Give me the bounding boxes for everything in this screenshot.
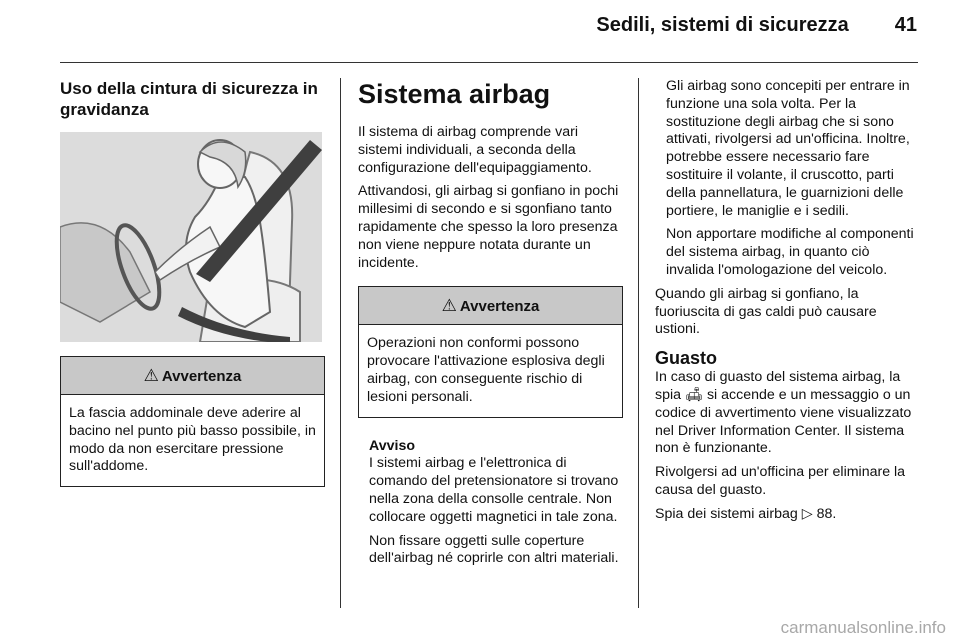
- paragraph: Attivandosi, gli airbag si gonfiano in pochi millesimi di secondo e si sgonfiano tanto rapidamente che spesso la loro presenza non viene neppure notata durante un incidente.: [358, 183, 619, 271]
- warning-header: [61, 357, 324, 395]
- pregnancy-heading: Uso della cintura di sicurezza in gravidanza: [60, 79, 318, 119]
- watermark: carmanualsonline.info: [780, 618, 946, 637]
- warning-text: La fascia addominale deve aderire al bacino nel punto più basso possibile, in modo da non esercitare pressione sull'addome.: [69, 405, 316, 475]
- column-divider-2: [638, 78, 639, 608]
- paragraph: Il sistema di airbag comprende vari sistemi individuali, a seconda della configurazione dell'equipaggiamento.: [358, 124, 592, 176]
- paragraph: Non apportare modifiche al componenti del sistema airbag, in quanto ciò invalida l'omologazione del veicolo.: [666, 226, 914, 278]
- note-paragraph: I sistemi airbag e l'elettronica di comando del pretensionatore si trovano nella zona della consolle centrale. Non collocare oggetti magnetici in tale zona.: [369, 455, 619, 525]
- header-divider: [60, 62, 918, 63]
- fault-paragraph-2: Rivolgersi ad un'officina per eliminare la causa del guasto.: [655, 464, 906, 498]
- fault-title: Guasto: [655, 348, 718, 369]
- airbag-warning-icon: 🛋: [684, 386, 703, 403]
- header-title: Sedili, sistemi di sicurezza: [596, 14, 849, 36]
- warning-box-left: [60, 356, 325, 487]
- right-column: [655, 78, 920, 530]
- pregnant-driver-illustration: [60, 132, 322, 342]
- warning-title: Avvertenza: [459, 298, 540, 316]
- warning-title: Avvertenza: [161, 368, 242, 385]
- warning-triangle-icon: ⚠: [441, 296, 457, 316]
- note-title: Avviso: [369, 437, 415, 454]
- warning-text: Operazioni non conformi possono provocare l'attivazione esplosiva degli airbag, con conseguente rischio di lesioni personali.: [367, 335, 605, 405]
- note-block: [369, 438, 623, 569]
- warning-triangle-icon: ⚠: [143, 366, 159, 385]
- page-header: [0, 14, 917, 37]
- warning-box-middle: [358, 286, 623, 417]
- section-title: Sistema airbag: [358, 79, 551, 109]
- note-paragraph: Non fissare oggetti sulle coperture dell'airbag né coprirle con altri materiali.: [369, 532, 619, 567]
- column-divider-1: [340, 78, 341, 608]
- left-column: [60, 78, 325, 487]
- reference-arrow-icon: ▷: [801, 505, 813, 522]
- paragraph: Quando gli airbag si gonfiano, la fuoriuscita di gas caldi può causare ustioni.: [655, 285, 877, 338]
- paragraph: Gli airbag sono concepiti per entrare in funzione una sola volta. Per la sostituzione degli airbag che si sono attivati, rivolgersi ad un'officina. Inoltre, potrebbe essere necessario fare sostituire il volante, il cruscotto, parti della pannellatura, le guarnizioni delle portiere, le maniglie e i sedili.: [666, 78, 910, 219]
- middle-column: [358, 78, 623, 574]
- page-number: 41: [894, 14, 917, 36]
- warning-header: [359, 287, 622, 325]
- fault-paragraph: In caso di guasto del sistema airbag, la spia 🛋 si accende e un messaggio o un codice di avvertimento viene visualizzato nel Driver Information Center. Il sistema non è funzionante.: [655, 369, 912, 457]
- reference-line: Spia dei sistemi airbag ▷ 88.: [655, 505, 837, 522]
